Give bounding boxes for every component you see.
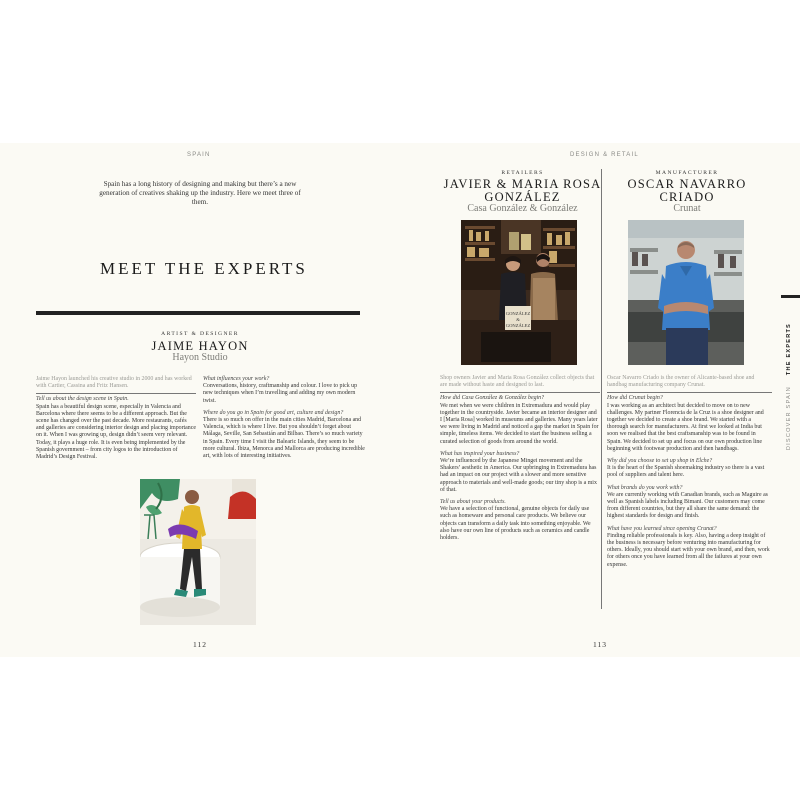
manufacturer-bio: Oscar Navarro Criado is the owner of Alicante-based shoe and handbag manufacturing company Crunat.	[607, 375, 755, 389]
left-column-2	[203, 376, 365, 465]
expert-role: ARTIST & DESIGNER	[161, 331, 239, 337]
divider	[607, 392, 772, 393]
retailers-column	[440, 375, 600, 547]
retailers-bio: Shop owners Javier and Maria Rosa González collect objects that are made without haste and designed to last.	[440, 375, 595, 389]
expert-name: JAIME HAYON	[151, 339, 249, 353]
column-divider	[601, 169, 602, 609]
question: What has inspired your business?	[440, 450, 520, 457]
question: What influences your work?	[203, 376, 270, 382]
sidebar-label-light: DISCOVER SPAIN	[786, 386, 792, 451]
section-marker	[781, 295, 800, 298]
left-page	[0, 143, 400, 657]
page-number-right: 113	[593, 640, 607, 649]
sidebar-separator	[786, 378, 792, 384]
box-label-3: GONZÁLEZ	[505, 323, 531, 328]
running-head-right: DESIGN & RETAIL	[570, 152, 639, 158]
jaime-hayon-photo	[140, 479, 256, 625]
question: Tell us about your products.	[440, 499, 506, 506]
expert-bio: Jaime Hayon launched his creative studio in 2000 and has worked with Cartier, Cassina and Fritz Hansen.	[36, 376, 192, 390]
answer: There is so much on offer in the main cities Madrid, Barcelona and Valencia, which is where I live. But you shouldn’t forget about Málaga, Seville, San Sebastián and Bilbao. There’s so much variety in Spain. Every time I visit the Balearic Islands, they seem to be more cultural. Ibiza, Menorca and Mallorca are producing incredible art, with lots of interesting initiatives.	[203, 417, 365, 460]
answer: We have a selection of functional, genuine objects for daily use such as homeware and personal care products. We believe our objects can transform a daily task into something enjoyable. We also have our own line of products such as ceramics and candle holders.	[440, 506, 591, 542]
question: Why did you choose to set up shop in Elche?	[607, 458, 713, 465]
answer: Spain has a beautiful design scene, especially in Valencia and Barcelona where there seems to be a different approach. But the scene has changed over the past decade. More restaurants, cafés and galleries are considering interior design and placing importance on it. When I was growing up, design didn’t seem very relevant. Today, it plays a huge role. It is even being implemented by the Spanish government – from city logos to the introduction of Madrid’s Design Festival.	[36, 403, 196, 461]
manufacturer-name-line2: CRIADO	[659, 190, 715, 204]
answer: We’re influenced by the Japanese Mingei movement and the Shakers’ aesthetic in America. Our upbringing in Extremadura has had an impact on our project with a slower and more sensitive approach to materials and well-made goods; our tiny shop is a mix of that.	[440, 458, 597, 493]
answer: Finding reliable professionals is key. Also, having a deep insight of the business is necessary before venturing into manufacturing for others. Ideally, you should start with your own brand, and then, work for others once you have learned from all the failures at your own expense.	[607, 532, 770, 568]
answer: We met when we were children in Extremadura and would play together in the countryside. Javier became an interior designer and I [Maria Rosa] worked in museums and galleries. Many years later we were living in Madrid and noticed a gap the market in Spain for simple, timeless items. We decided to start the business selling a curated selection of goods from around the world.	[440, 402, 599, 445]
intro-text: Spain has a long history of designing and making but there’s a new generation of creatives shaking up the industry. Here we meet three of them.	[99, 180, 301, 206]
manufacturer-column	[607, 375, 772, 574]
sidebar-label-dark: THE EXPERTS	[786, 323, 792, 376]
oscar-navarro-photo	[628, 220, 744, 365]
question: How did Casa González & González begin?	[440, 395, 545, 402]
answer: Conversations, history, craftmanship and colour. I love to pick up new techniques when I’m travelling and adding my own modern twist.	[203, 383, 358, 404]
left-column-1	[36, 376, 196, 466]
divider	[440, 392, 600, 393]
question: Tell us about the design scene in Spain.	[36, 396, 129, 403]
answer: We are currently working with Canadian brands, such as Maguire as well as Spanish labels including Bimani. Our customers may come from different countries, but they all share the same demand: the highest standards for design and finish.	[607, 491, 768, 520]
gonzalez-photo	[461, 220, 577, 365]
question: What have you learned since opening Crunat?	[607, 525, 717, 532]
question: What brands do you work with?	[607, 484, 683, 491]
magazine-spread	[0, 143, 800, 657]
question: How did Crunat begin?	[607, 395, 663, 402]
manufacturer-name-line1: OSCAR NAVARRO	[627, 177, 747, 191]
section-sidebar	[786, 323, 792, 450]
box-label-2: &	[516, 317, 520, 322]
divider	[36, 393, 196, 394]
manufacturer-role: MANUFACTURER	[655, 170, 719, 176]
retailers-company: Casa González & González	[467, 203, 578, 214]
expert-company: Hayon Studio	[172, 352, 228, 363]
right-page	[400, 143, 800, 657]
title-rule	[36, 311, 360, 315]
retailers-role: RETAILERS	[501, 170, 544, 176]
retailers-name-line2: GONZÁLEZ	[484, 190, 561, 204]
answer: It is the heart of the Spanish shoemaking industry so there is a vast pool of suppliers and talent here.	[607, 465, 765, 479]
page-number-left: 112	[193, 640, 207, 649]
answer: I was working as an architect but decided to move on to new challenges. My partner Florencia de la Cruz is a shoe designer and together we decided to create a shoe brand. We started with a thorough search for manufacturers. At first we looked at India but soon we realised that the best craftsmanship was to be found in Spain. We decided to set up and focus on our own production line beginning with footwear production and then handbags.	[607, 402, 764, 452]
page-title: MEET THE EXPERTS	[100, 259, 308, 278]
question: Where do you go in Spain for good art, culture and design?	[203, 409, 344, 416]
box-label-1: GONZÁLEZ	[505, 311, 531, 316]
retailers-name-line1: JAVIER & MARIA ROSA	[443, 177, 602, 191]
running-head-left: SPAIN	[187, 152, 211, 158]
manufacturer-company: Crunat	[673, 203, 701, 214]
